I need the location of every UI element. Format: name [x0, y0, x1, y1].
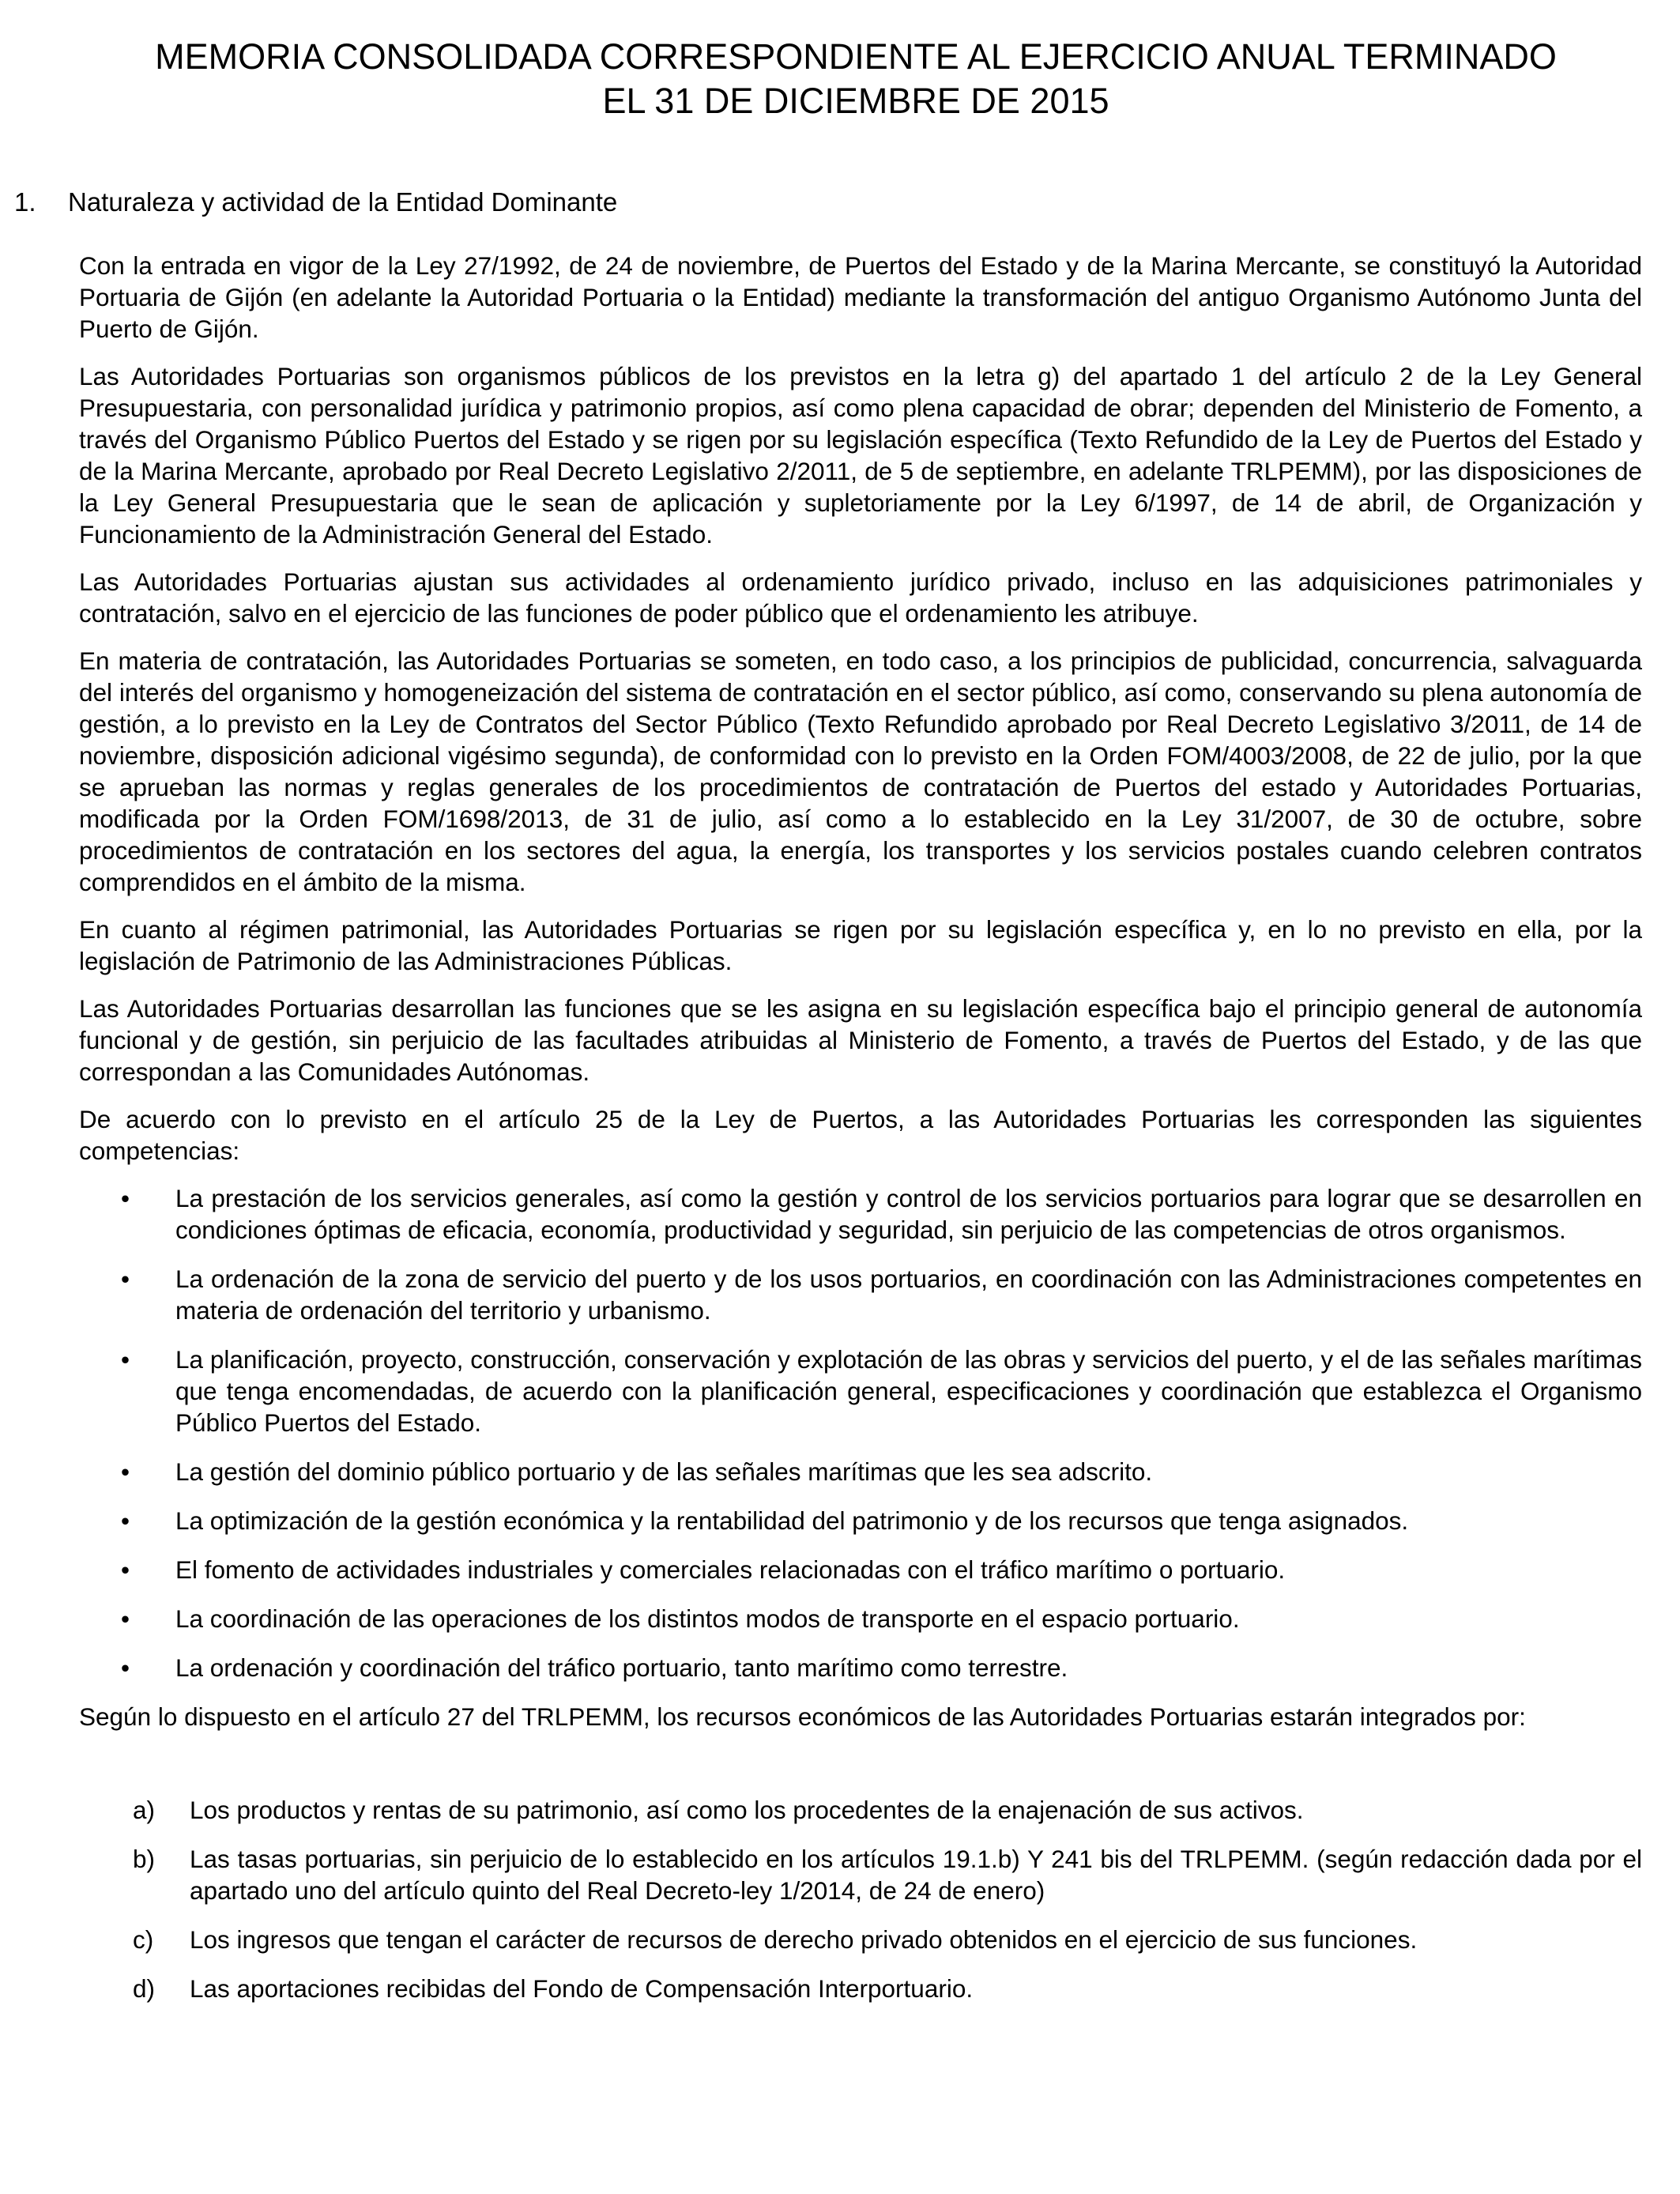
list-item — [79, 1843, 1642, 1906]
recursos-intro: Según lo dispuesto en el artículo 27 del TRLPEMM, los recursos económicos de las Autoridades Portuarias estarán integrados por: — [79, 1702, 1526, 1731]
list-item-text: La optimización de la gestión económica y la rentabilidad del patrimonio y de los recursos que tenga asignados. — [175, 1506, 1409, 1535]
list-letter: d) — [133, 1974, 156, 2003]
bullet-icon: • — [121, 1555, 130, 1584]
list-item — [79, 1603, 1642, 1634]
list-item — [79, 1456, 1642, 1487]
bullet-icon: • — [121, 1184, 130, 1212]
list-item — [79, 1924, 1642, 1955]
bullet-icon: • — [121, 1457, 130, 1486]
bullet-icon: • — [121, 1506, 130, 1535]
title-line-2: EL 31 DE DICIEMBRE DE 2015 — [602, 81, 1109, 121]
paragraph: En cuanto al régimen patrimonial, las Autoridades Portuarias se rigen por su legislación específica y, en lo no previsto en ella, por la legislación de Patrimonio de las Administraciones Públicas. — [79, 915, 1642, 975]
bullet-icon: • — [121, 1265, 130, 1293]
bullet-icon: • — [121, 1345, 130, 1374]
recursos-list — [79, 1794, 1642, 2004]
paragraph: Las Autoridades Portuarias ajustan sus actividades al ordenamiento jurídico privado, incluso en las adquisiciones patrimoniales y contratación, salvo en el ejercicio de las funciones de poder público que el ordenamiento les atribuye. — [79, 567, 1642, 628]
paragraph: Las Autoridades Portuarias desarrollan las funciones que se les asigna en su legislación específica bajo el principio general de autonomía funcional y de gestión, sin perjuicio de las facultades atribuidas al Ministerio de Fomento, a través de Puertos del Estado, y de las que correspondan a las Comunidades Autónomas. — [79, 994, 1642, 1086]
paragraph: De acuerdo con lo previsto en el artículo 25 de la Ley de Puertos, a las Autoridades Portuarias les corresponden las siguientes competencias: — [79, 1105, 1642, 1165]
spacer — [79, 1748, 1642, 1794]
list-item-text: La prestación de los servicios generales, así como la gestión y control de los servicios portuarios para lograr que se desarrollen en condiciones óptimas de eficacia, economía, productividad y seguridad, sin perjuicio de las competencias de otros organismos. — [175, 1184, 1642, 1244]
list-letter: b) — [133, 1845, 156, 1873]
title-line-1: MEMORIA CONSOLIDADA CORRESPONDIENTE AL EJERCICIO ANUAL TERMINADO — [155, 36, 1557, 77]
section-title: Naturaleza y actividad de la Entidad Dominante — [68, 187, 618, 217]
list-item — [79, 1263, 1642, 1326]
list-item — [79, 1554, 1642, 1585]
list-item-text: La gestión del dominio público portuario y de las señales marítimas que les sea adscrito. — [175, 1457, 1153, 1486]
list-item-text: El fomento de actividades industriales y comerciales relacionadas con el tráfico marítimo o portuario. — [175, 1555, 1286, 1584]
list-item — [79, 1505, 1642, 1536]
list-item-text: La ordenación de la zona de servicio del puerto y de los usos portuarios, en coordinación con las Administraciones competentes en materia de ordenación del territorio y urbanismo. — [175, 1265, 1642, 1325]
list-item-text: La planificación, proyecto, construcción, conservación y explotación de las obras y servicios del puerto, y el de las señales marítimas que tenga encomendadas, de acuerdo con la planificación general, especificaciones y coordinación que establezca el Organismo Público Puertos del Estado. — [175, 1345, 1642, 1437]
list-item-text: Los ingresos que tengan el carácter de recursos de derecho privado obtenidos en el ejercicio de sus funciones. — [190, 1925, 1418, 1954]
list-letter: c) — [133, 1925, 154, 1954]
list-item-text: Los productos y rentas de su patrimonio, así como los procedentes de la enajenación de sus activos. — [190, 1796, 1304, 1824]
bullet-icon: • — [121, 1604, 130, 1633]
section-heading — [14, 187, 617, 218]
list-item — [79, 1652, 1642, 1683]
paragraph: En materia de contratación, las Autoridades Portuarias se someten, en todo caso, a los principios de publicidad, concurrencia, salvaguarda del interés del organismo y homogeneización del sistema de contratación en el sector público, así como, conservando su plena autonomía de gestión, a lo previsto en la Ley de Contratos del Sector Público (Texto Refundido aprobado por Real Decreto Legislativo 3/2011, de 14 de noviembre, disposición adicional vigésimo segunda), de conformidad con lo previsto en la Orden FOM/4003/2008, de 22 de julio, por la que se aprueban las normas y reglas generales de los procedimientos de contratación de Puertos del estado y Autoridades Portuarias, modificada por la Orden FOM/1698/2013, de 31 de julio, así como a lo establecido en la Ley 31/2007, de 30 de octubre, sobre procedimientos de contratación en los sectores del agua, la energía, los transportes y los servicios postales cuando celebren contratos comprendidos en el ámbito de la misma. — [79, 647, 1642, 896]
list-item-text: Las aportaciones recibidas del Fondo de Compensación Interportuario. — [190, 1974, 974, 2003]
list-item-text: Las tasas portuarias, sin perjuicio de lo establecido en los artículos 19.1.b) Y 241 bis del TRLPEMM. (según redacción dada por el apartado uno del artículo quinto del Real Decreto-ley 1/2014, de 24 de enero) — [190, 1845, 1642, 1905]
list-item — [79, 1182, 1642, 1246]
list-item — [79, 1344, 1642, 1438]
document-title — [95, 35, 1617, 123]
bullet-icon: • — [121, 1653, 130, 1682]
paragraph: Las Autoridades Portuarias son organismos públicos de los previstos en la letra g) del apartado 1 del artículo 2 de la Ley General Presupuestaria, con personalidad jurídica y patrimonio propios, así como plena capacidad de obrar; dependen del Ministerio de Fomento, a través del Organismo Público Puertos del Estado y se rigen por su legislación específica (Texto Refundido de la Ley de Puertos del Estado y de la Marina Mercante, aprobado por Real Decreto Legislativo 2/2011, de 5 de septiembre, en adelante TRLPEMM), por las disposiciones de la Ley General Presupuestaria que le sean de aplicación y supletoriamente por la Ley 6/1997, de 14 de abril, de Organización y Funcionamiento de la Administración General del Estado. — [79, 362, 1642, 548]
list-item-text: La coordinación de las operaciones de los distintos modos de transporte en el espacio portuario. — [175, 1604, 1240, 1633]
section-body — [79, 250, 1642, 2022]
list-letter: a) — [133, 1796, 156, 1824]
section-number: 1. — [14, 187, 36, 217]
list-item — [79, 1794, 1642, 1826]
list-item-text: La ordenación y coordinación del tráfico portuario, tanto marítimo como terrestre. — [175, 1653, 1068, 1682]
competencias-list — [79, 1182, 1642, 1683]
list-item — [79, 1973, 1642, 2004]
paragraph: Con la entrada en vigor de la Ley 27/1992, de 24 de noviembre, de Puertos del Estado y de la Marina Mercante, se constituyó la Autoridad Portuaria de Gijón (en adelante la Autoridad Portuaria o la Entidad) mediante la transformación del antiguo Organismo Autónomo Junta del Puerto de Gijón. — [79, 251, 1642, 343]
